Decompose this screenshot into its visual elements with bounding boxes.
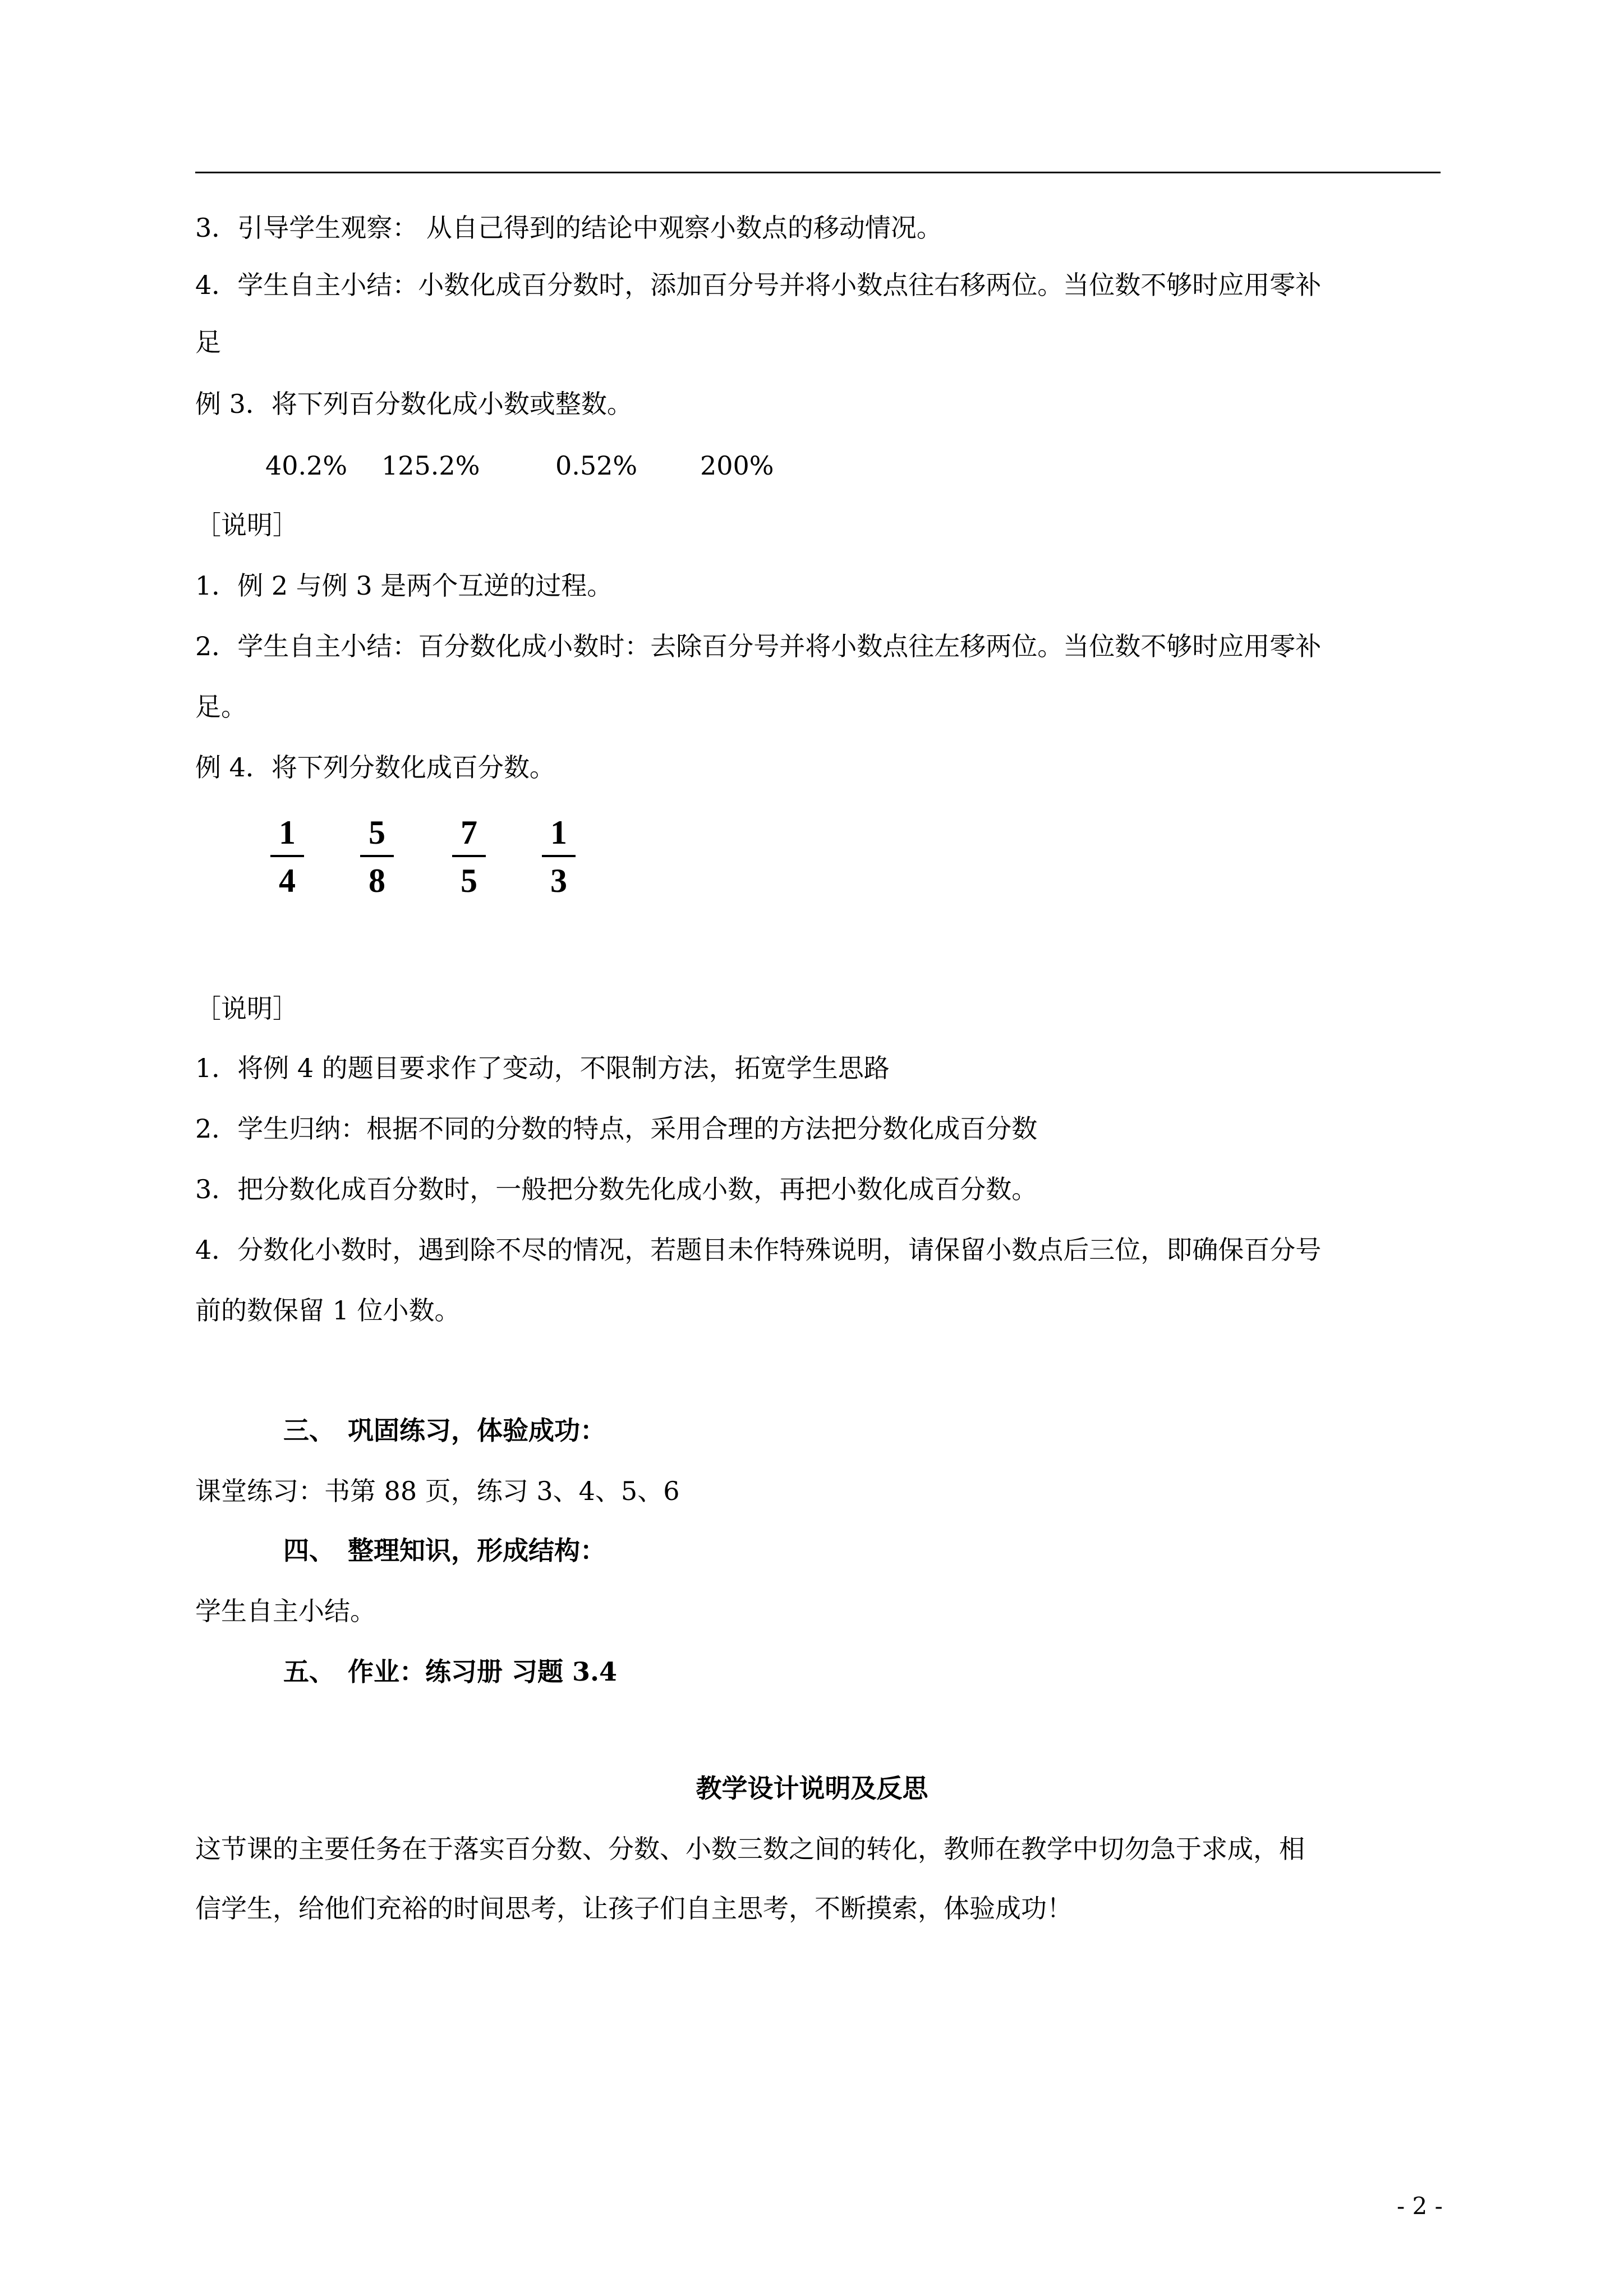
text-line: 2．学生归纳：根据不同的分数的特点，采用合理的方法把分数化成百分数 <box>195 1114 1038 1144</box>
fraction-bar <box>270 855 304 857</box>
percent-item: 200% <box>700 450 774 481</box>
fraction-bar <box>360 855 394 857</box>
example-3-heading: 例 3．将下列百分数化成小数或整数。 <box>195 389 633 419</box>
text-line: 这节课的主要任务在于落实百分数、分数、小数三数之间的转化，教师在教学中切勿急于求成，相 <box>195 1834 1305 1864</box>
section-heading-3: 三、 巩固练习，体验成功： <box>283 1415 606 1446</box>
text-line: 1．例 2 与例 3 是两个互逆的过程。 <box>195 570 613 601</box>
text-line: 足。 <box>195 692 247 722</box>
text-line: 1．将例 4 的题目要求作了变动，不限制方法，拓宽学生思路 <box>195 1053 890 1083</box>
text-line: 前的数保留 1 位小数。 <box>195 1295 461 1326</box>
text-line: 足 <box>195 327 221 357</box>
text-line: 学生自主小结。 <box>195 1596 376 1626</box>
fraction-numerator: 5 <box>369 814 385 851</box>
header-rule <box>195 172 1441 173</box>
fraction-numerator: 1 <box>279 814 296 851</box>
section-heading-4: 四、 整理知识，形成结构： <box>283 1535 606 1566</box>
text-line: 3．把分数化成百分数时，一般把分数先化成小数，再把小数化成百分数。 <box>195 1174 1038 1204</box>
percent-item: 40.2% <box>265 450 348 481</box>
fraction-numerator: 7 <box>461 814 477 851</box>
fraction-denominator: 3 <box>550 862 567 899</box>
text-line: 3．引导学生观察： 从自己得到的结论中观察小数点的移动情况。 <box>195 213 942 243</box>
percent-item: 0.52% <box>555 450 638 481</box>
section-heading-5: 五、 作业：练习册 习题 3.4 <box>283 1657 618 1687</box>
example-4-heading: 例 4．将下列分数化成百分数。 <box>195 752 555 783</box>
page-number: - 2 - <box>1397 2192 1443 2220</box>
text-line: 信学生，给他们充裕的时间思考，让孩子们自主思考，不断摸索，体验成功！ <box>195 1893 1073 1924</box>
fraction-denominator: 8 <box>369 862 385 899</box>
fraction-bar <box>542 855 576 857</box>
reflection-title: 教学设计说明及反思 <box>696 1773 928 1803</box>
text-line: 4．学生自主小结：小数化成百分数时，添加百分号并将小数点往右移两位。当位数不够时应用零补 <box>195 270 1322 300</box>
note-heading: ［说明］ <box>195 993 298 1024</box>
text-line: 4．分数化小数时，遇到除不尽的情况，若题目未作特殊说明，请保留小数点后三位，即确保百分号 <box>195 1235 1322 1265</box>
fraction <box>270 815 304 899</box>
fraction-denominator: 5 <box>461 862 477 899</box>
text-line: 2．学生自主小结：百分数化成小数时：去除百分号并将小数点往左移两位。当位数不够时应用零补 <box>195 631 1322 661</box>
fraction-denominator: 4 <box>279 862 296 899</box>
note-heading: ［说明］ <box>195 510 298 540</box>
text-line: 课堂练习：书第 88 页，练习 3、4、5、6 <box>195 1476 680 1506</box>
fraction <box>360 815 394 899</box>
fraction-numerator: 1 <box>550 814 567 851</box>
fraction <box>542 815 576 899</box>
fraction <box>452 815 486 899</box>
percent-item: 125.2% <box>381 450 480 481</box>
fraction-bar <box>452 855 486 857</box>
